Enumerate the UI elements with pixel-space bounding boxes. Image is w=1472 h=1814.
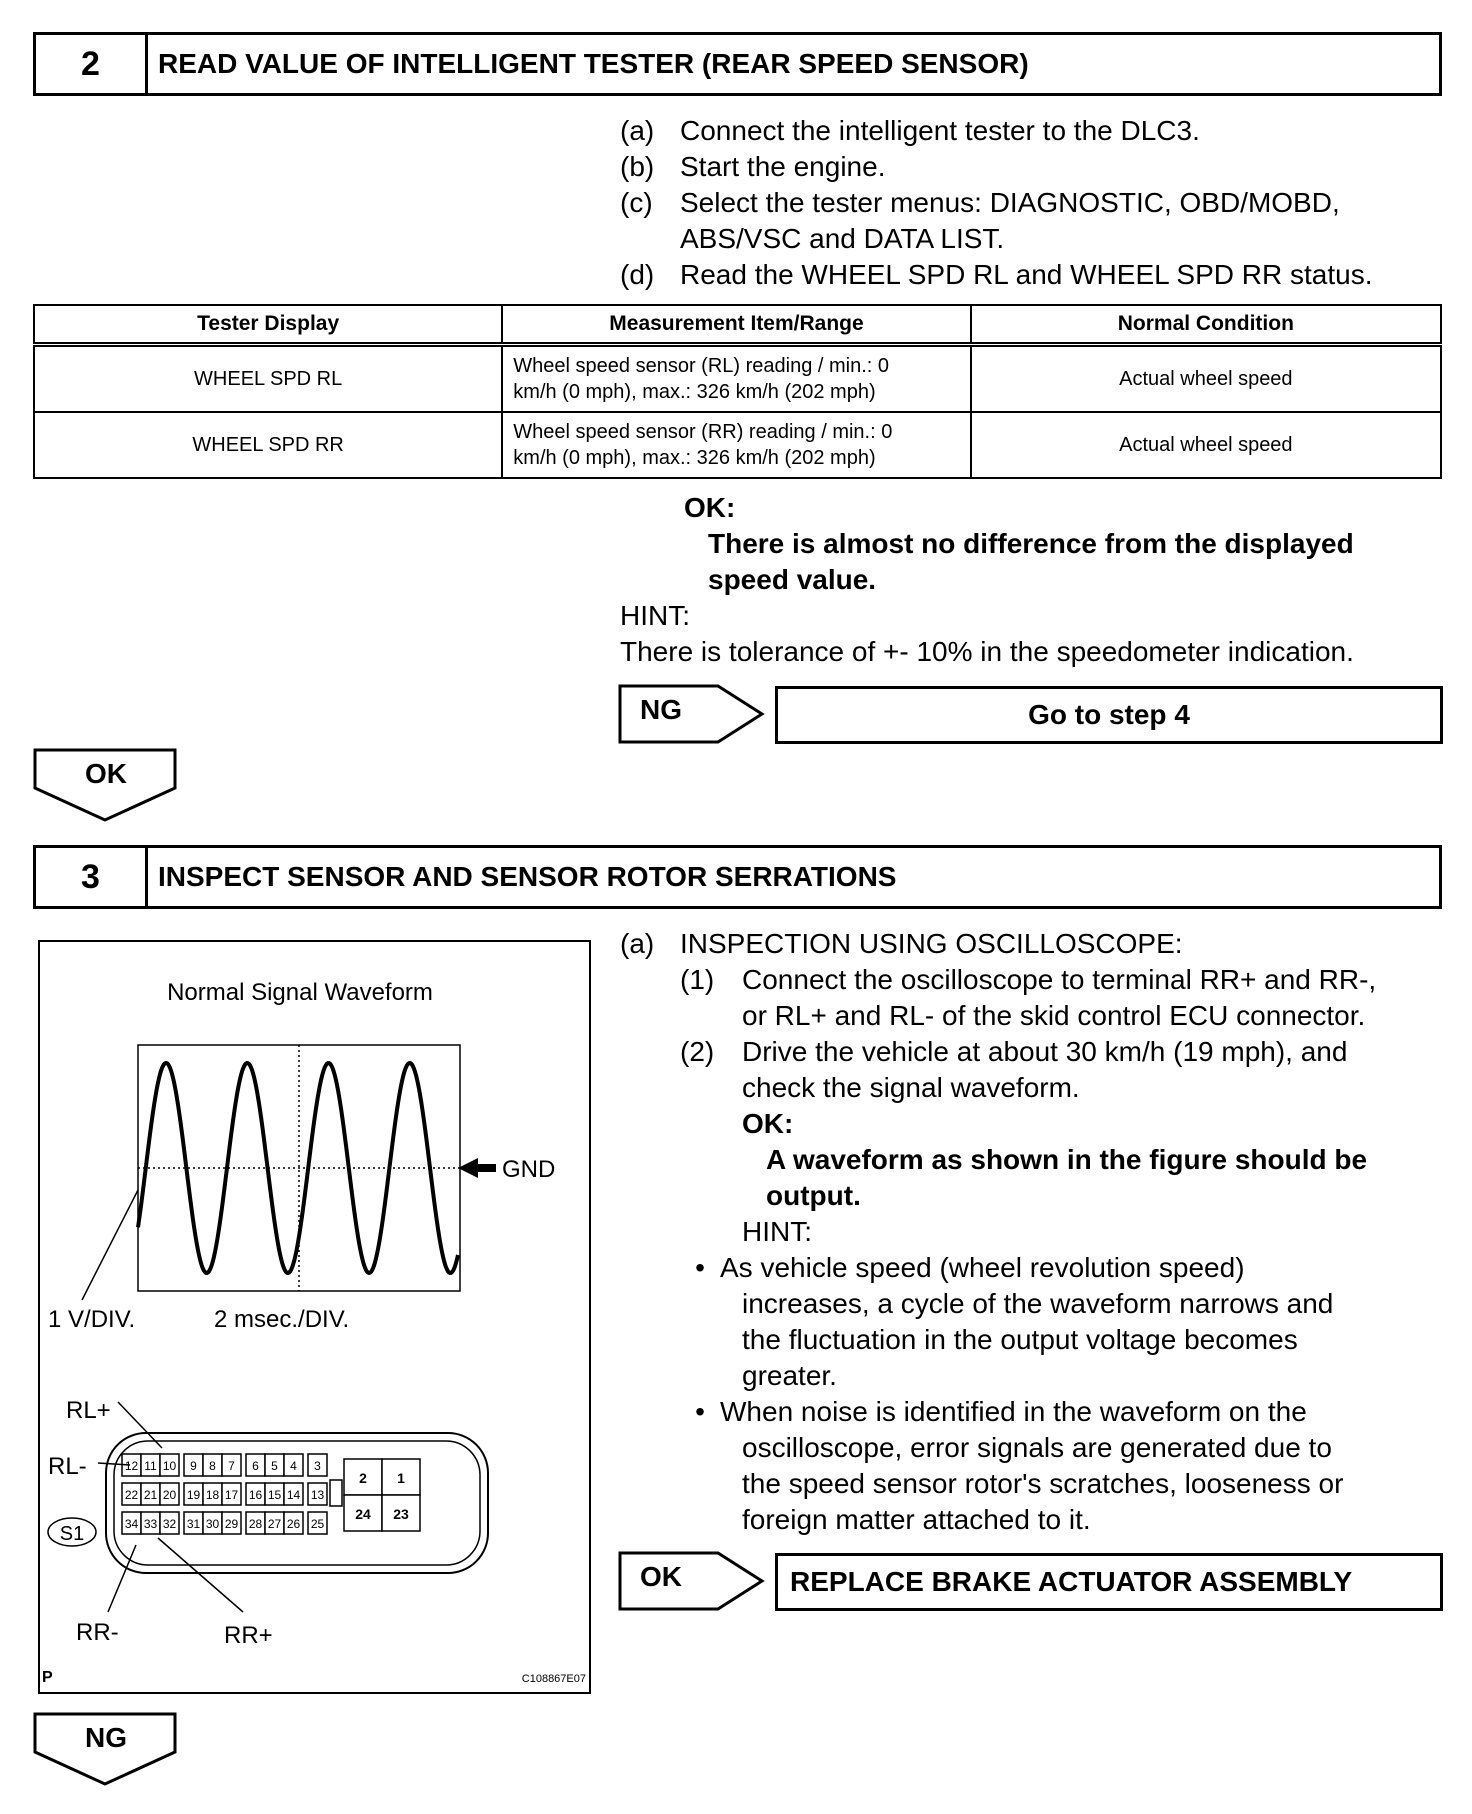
connector-pin-number: 34 <box>124 1517 139 1531</box>
connector-pin-number: 20 <box>162 1488 177 1502</box>
ng-flow-label: NG <box>85 1722 127 1753</box>
step-3-header <box>33 845 1442 909</box>
replace-brake-actuator-box[interactable]: REPLACE BRAKE ACTUATOR ASSEMBLY <box>775 1553 1443 1611</box>
connector-pin-number: 3 <box>314 1459 321 1473</box>
volt-div-label: 1 V/DIV. <box>48 1306 136 1333</box>
table-cell-normal: Actual wheel speed <box>971 345 1441 413</box>
connector-pin-number: 7 <box>228 1459 235 1473</box>
rr-plus-leader <box>158 1538 243 1612</box>
connector-pin-number: 22 <box>124 1488 139 1502</box>
table-header-row <box>34 305 1441 345</box>
hint-bullet-1-cont: increases, a cycle of the waveform narrows and <box>742 1288 1334 1319</box>
step-2-number: 2 <box>36 35 148 93</box>
connector-pin-number: 1 <box>397 1470 405 1486</box>
connector-pin-number: 33 <box>143 1517 158 1531</box>
substep-1-cont: or RL+ and RL- of the skid control ECU connector. <box>742 1000 1366 1031</box>
hint-bullet-1-cont: the fluctuation in the output voltage becomes <box>742 1324 1298 1355</box>
hint-bullet-2-cont: the speed sensor rotor's scratches, looseness or <box>742 1468 1344 1499</box>
connector-pin-number: 14 <box>286 1488 301 1502</box>
table-cell-display: WHEEL SPD RR <box>34 412 502 478</box>
instruction-c: (c) Select the tester menus: DIAGNOSTIC, OBD/MOBD, <box>620 187 1340 218</box>
hint-label: HINT: <box>742 1216 812 1247</box>
ok-label: OK: <box>684 492 736 523</box>
corner-mark: P <box>42 1669 53 1686</box>
ok-flow-label: OK <box>85 758 127 789</box>
tester-display-table <box>33 304 1442 479</box>
column-header: Measurement Item/Range <box>502 305 970 345</box>
connector-pin-number: 25 <box>310 1517 325 1531</box>
connector-pin-number: 8 <box>209 1459 216 1473</box>
instruction-c-cont: ABS/VSC and DATA LIST. <box>680 223 1005 254</box>
step-2-title: READ VALUE OF INTELLIGENT TESTER (REAR SPEED SENSOR) <box>158 48 1029 79</box>
substep-2: (2) Drive the vehicle at about 30 km/h (19 mph), and <box>680 1036 1348 1067</box>
connector-pin-number: 28 <box>248 1517 263 1531</box>
connector-pin-number: 30 <box>205 1517 220 1531</box>
rr-plus-label: RR+ <box>224 1622 273 1649</box>
ok-text: There is almost no difference from the displayed <box>708 528 1354 559</box>
hint-bullet-1: • As vehicle speed (wheel revolution speed) <box>695 1252 1245 1283</box>
connector-pin-number: 15 <box>267 1488 282 1502</box>
table-cell-measurement: Wheel speed sensor (RL) reading / min.: 0 km/h (0 mph), max.: 326 km/h (202 mph) <box>502 345 970 413</box>
connector-pin-grid <box>122 1454 420 1534</box>
hint-bullet-2-cont: oscilloscope, error signals are generated due to <box>742 1432 1332 1463</box>
ok-text: A waveform as shown in the figure should be <box>766 1144 1368 1175</box>
step-2-header <box>33 32 1442 96</box>
hint-bullet-1-cont: greater. <box>742 1360 837 1391</box>
connector-pin-number: 4 <box>290 1459 297 1473</box>
connector-pin-number: 19 <box>186 1488 201 1502</box>
connector-pin-number: 5 <box>271 1459 278 1473</box>
connector-pin-number: 9 <box>190 1459 197 1473</box>
instruction-d: (d) Read the WHEEL SPD RL and WHEEL SPD RR status. <box>620 259 1373 290</box>
connector-pin-number: 21 <box>143 1488 158 1502</box>
instruction-a: (a) Connect the intelligent tester to the DLC3. <box>620 115 1200 146</box>
volt-div-leader <box>82 1190 138 1300</box>
step-2-hint <box>620 598 1354 670</box>
connector-pin-number: 2 <box>359 1470 367 1486</box>
connector-pin-number: 13 <box>310 1488 325 1502</box>
table-cell-measurement: Wheel speed sensor (RR) reading / min.: 0 km/h (0 mph), max.: 326 km/h (202 mph) <box>502 412 970 478</box>
go-to-step-4-box[interactable]: Go to step 4 <box>775 686 1443 744</box>
column-header: Tester Display <box>34 305 502 345</box>
rl-plus-label: RL+ <box>66 1397 111 1424</box>
step-3-instructions <box>620 926 1376 1538</box>
time-div-label: 2 msec./DIV. <box>214 1306 350 1333</box>
connector-pin-number: 18 <box>205 1488 220 1502</box>
ok-label: OK <box>640 1561 682 1592</box>
connector-pin-number: 23 <box>393 1506 409 1522</box>
waveform-figure-drawing <box>38 940 591 1694</box>
connector-pin-number: 27 <box>267 1517 282 1531</box>
ng-label: NG <box>640 694 682 725</box>
connector-pin-number: 32 <box>162 1517 177 1531</box>
hint-bullet-2-cont: foreign matter attached to it. <box>742 1504 1091 1535</box>
connector-pin-number: 24 <box>355 1506 371 1522</box>
connector-label: S1 <box>59 1523 85 1545</box>
gnd-arrow-icon <box>458 1158 496 1178</box>
ok-text-cont: output. <box>766 1180 861 1211</box>
table-row <box>34 412 1441 478</box>
rl-minus-label: RL- <box>48 1453 87 1480</box>
table-cell-normal: Actual wheel speed <box>971 412 1441 478</box>
step-3-title: INSPECT SENSOR AND SENSOR ROTOR SERRATIONS <box>158 861 897 892</box>
connector-pin-number: 31 <box>186 1517 201 1531</box>
step-2-instructions <box>620 113 1372 293</box>
connector-pin-number: 10 <box>162 1459 177 1473</box>
connector-pin-number: 29 <box>224 1517 239 1531</box>
table-row <box>34 345 1441 413</box>
instruction-b: (b) Start the engine. <box>620 151 886 182</box>
step-3-number: 3 <box>36 848 148 906</box>
ok-label: OK: <box>742 1108 794 1139</box>
substep-2-cont: check the signal waveform. <box>742 1072 1080 1103</box>
connector-pin-number: 17 <box>224 1488 239 1502</box>
instruction-a: (a) INSPECTION USING OSCILLOSCOPE: <box>620 928 1183 959</box>
connector-pin-number: 12 <box>124 1459 139 1473</box>
substep-1: (1) Connect the oscilloscope to terminal RR+ and RR-, <box>680 964 1377 995</box>
connector-pin-number: 16 <box>248 1488 263 1502</box>
hint-label: HINT: <box>620 600 690 631</box>
rr-minus-label: RR- <box>76 1619 119 1646</box>
connector-pin-number: 26 <box>286 1517 301 1531</box>
gnd-label: GND <box>502 1156 556 1183</box>
hint-text: There is tolerance of +- 10% in the speedometer indication. <box>620 636 1354 667</box>
connector-pin-number: 11 <box>144 1459 157 1473</box>
ok-text-cont: speed value. <box>708 564 877 595</box>
connector-pin-number: 6 <box>252 1459 259 1473</box>
column-header: Normal Condition <box>971 305 1441 345</box>
rl-plus-leader <box>118 1402 162 1448</box>
table-cell-display: WHEEL SPD RL <box>34 345 502 413</box>
step-2-ok-criteria <box>684 490 1354 598</box>
connector-pin-blank <box>330 1480 342 1506</box>
figure-title: Normal Signal Waveform <box>167 979 433 1006</box>
hint-bullet-2: • When noise is identified in the waveform on the <box>695 1396 1307 1427</box>
figure-code: C108867E07 <box>521 1673 586 1685</box>
